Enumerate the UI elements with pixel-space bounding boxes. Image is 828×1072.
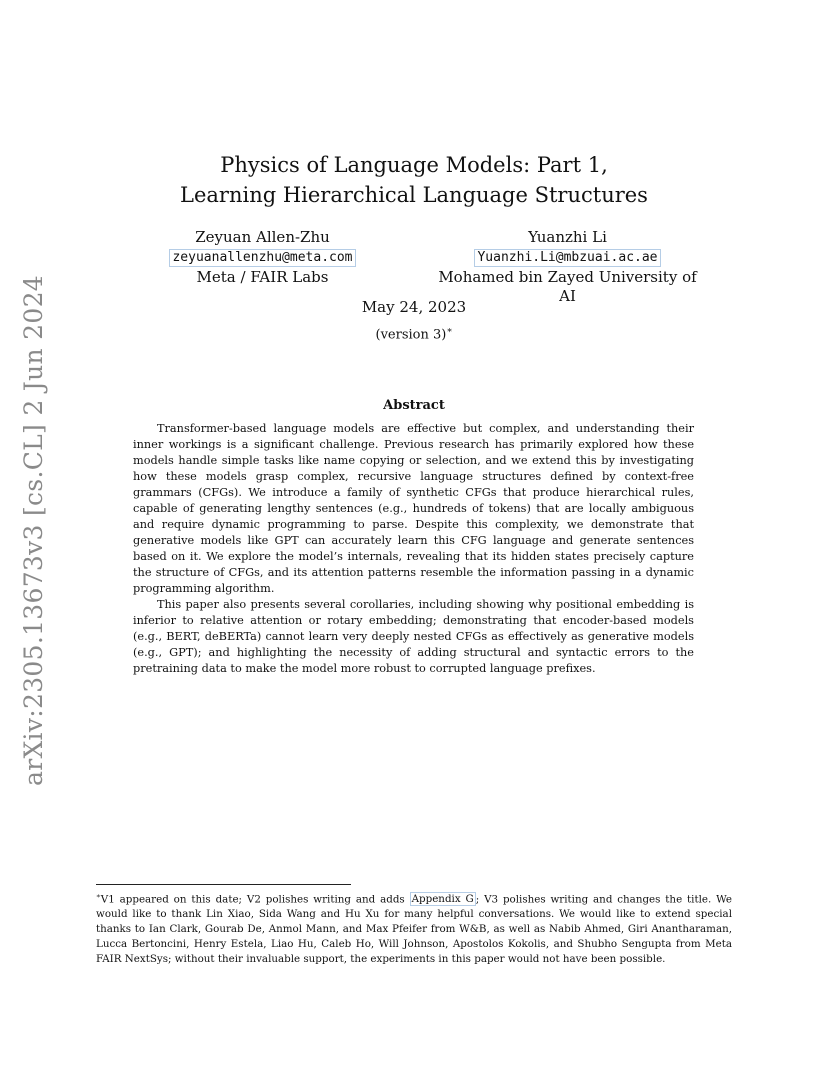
version-text: (version 3) (375, 327, 447, 343)
abstract-paragraph: Transformer-based language models are effective but complex, and understanding their inner workings is a significant challenge. Previous research has primarily explored how these models handle simple tasks like name copying or selection, and we extend this by investigating how these models grasp complex, recursive language structures defined by context-free grammars (CFGs). We introduce a family of synthetic CFGs that produce hierarchical rules, capable of generating lengthy sentences (e.g., hundreds of tokens) that are locally ambiguous and require dynamic programming to parse. Despite this complexity, we demonstrate that generative models like GPT can accurately learn this CFG language and generate sentences based on it. We explore the model’s internals, revealing that its hidden states precisely capture the structure of CFGs, and its attention patterns resemble the information passing in a dynamic programming algorithm. (133, 422, 694, 595)
arxiv-identifier: arXiv:2305.13673v3 [cs.CL] 2 Jun 2024 (18, 274, 48, 786)
footnote-marker[interactable]: ∗ (446, 326, 453, 336)
paper-title (0, 150, 828, 210)
author-affiliation: Mohamed bin Zayed University of AI (438, 268, 697, 305)
appendix-link[interactable]: Appendix G (411, 893, 474, 906)
author-email-link[interactable]: Yuanzhi.Li@mbzuai.ac.ae (474, 249, 660, 267)
author-name: Zeyuan Allen-Zhu (195, 228, 330, 246)
author-block-2 (430, 228, 705, 306)
abstract-heading: Abstract (383, 398, 445, 413)
title-line-2: Learning Hierarchical Language Structures (180, 183, 648, 207)
footnote (96, 889, 732, 967)
footnote-mark: ∗ (96, 892, 101, 900)
footnote-text-end: ; V3 polishes writing and changes the title. We would like to thank Lin Xiao, Sida Wang and Hu Xu for many helpful conversations. We would like to extend special thanks to Ian Clark, Gourab De, Anmol Mann, and Max Pfeifer from W&B, as well as Nabib Ahmed, Giri Anantharaman, Lucca Bertoncini, Henry Estela, Liao Hu, Caleb Ho, Will Johnson, Apostolos Kokolis, and Shubho Sengupta from Meta FAIR NextSys; without their invaluable support, the experiments in this paper would not have been possible. (96, 893, 732, 966)
footnote-text-start: V1 appeared on this date; V2 polishes writing and adds (100, 893, 410, 906)
title-line-1: Physics of Language Models: Part 1, (220, 153, 608, 177)
author-email-link[interactable]: zeyuanallenzhu@meta.com (169, 249, 355, 267)
author-name: Yuanzhi Li (528, 228, 607, 246)
author-affiliation: Meta / FAIR Labs (196, 268, 329, 286)
abstract-body (133, 421, 694, 677)
author-block-1 (160, 228, 365, 287)
arxiv-sidebar (8, 274, 58, 786)
abstract-paragraph: This paper also presents several corollaries, including showing why positional embedding is inferior to relative attention or rotary embedding; demonstrating that encoder-based models (e.g., BERT, deBERTa) cannot learn very deeply nested CFGs as effectively as generative models (e.g., GPT); and highlighting the necessity of adding structural and syntactic errors to the pretraining data to make the model more robust to corrupted language prefixes. (133, 598, 694, 675)
footnote-divider (96, 884, 351, 885)
paper-date: May 24, 2023 (361, 298, 467, 316)
paper-version (0, 326, 828, 342)
